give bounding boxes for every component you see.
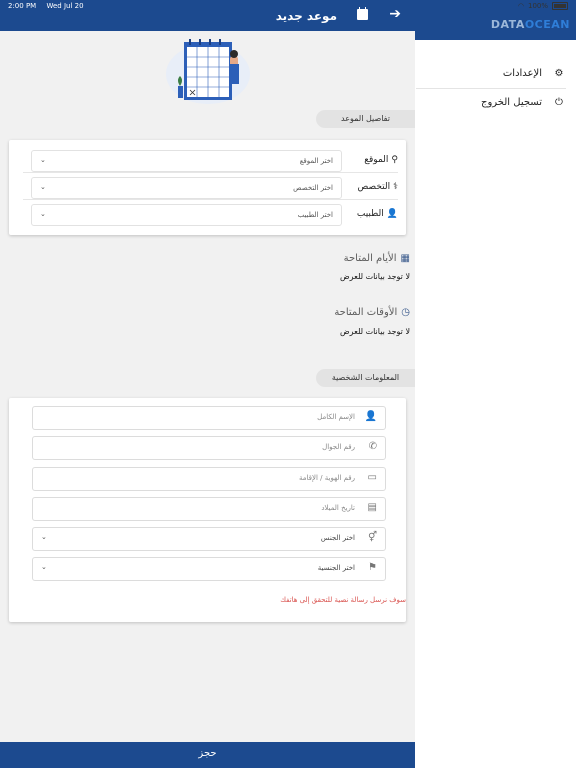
chevron-down-icon: ⌄ xyxy=(40,183,46,191)
menu-item-settings-label: الإعدادات xyxy=(502,67,542,79)
doctor-row xyxy=(23,202,398,226)
book-button[interactable] xyxy=(0,742,415,768)
appointment-details-tab: تفاصيل الموعد xyxy=(316,110,415,128)
status-time: 2:00 PM xyxy=(8,2,37,10)
specialty-label: التخصص xyxy=(357,182,391,192)
app-logo: DATAOCEAN xyxy=(490,18,570,31)
chevron-down-icon: ⌄ xyxy=(41,563,47,571)
menu-item-logout-label: تسجيل الخروج xyxy=(480,96,542,108)
gender-select[interactable]: ⚥ اختر الجنس ⌄ xyxy=(32,527,386,551)
stethoscope-icon: ⚕ xyxy=(393,182,398,192)
chevron-down-icon: ⌄ xyxy=(40,156,46,164)
person-icon: 👤 xyxy=(364,411,377,422)
doctor-label: الطبيب xyxy=(356,209,384,219)
specialty-select[interactable]: اختر التخصص ⌄ xyxy=(31,177,342,199)
location-label: الموقع xyxy=(364,155,389,165)
specialty-row xyxy=(23,175,398,200)
full-name-input[interactable]: 👤 الإسم الكامل xyxy=(32,406,386,430)
gear-icon: ⚙ xyxy=(554,67,564,79)
calendar-illustration xyxy=(162,38,254,106)
calendar-icon: ▦ xyxy=(400,253,410,264)
id-number-input[interactable]: ▭ رقم الهوية / الإقامة xyxy=(32,467,386,491)
mobile-input[interactable]: ✆ رقم الجوال xyxy=(32,436,386,460)
phone-icon: ✆ xyxy=(368,441,377,452)
personal-info-card xyxy=(9,398,406,622)
location-pin-icon: ⚲ xyxy=(391,155,398,165)
location-row xyxy=(23,148,398,173)
appointment-details-card xyxy=(9,140,406,235)
available-days-heading: ▦ الأيام المتاحة xyxy=(343,253,410,264)
doctor-icon: 👤 xyxy=(386,209,398,219)
power-icon: ⏻ xyxy=(555,96,563,108)
chevron-down-icon: ⌄ xyxy=(40,210,46,218)
menu-item-settings[interactable] xyxy=(416,60,566,86)
doctor-select[interactable]: اختر الطبيب ⌄ xyxy=(31,204,342,226)
status-date: Wed Jul 20 xyxy=(46,2,84,10)
birth-date-input[interactable]: ▤ تاريخ الميلاد xyxy=(32,497,386,521)
page-title: موعد جديد xyxy=(275,9,337,23)
available-times-heading: ◷ الأوقات المتاحة xyxy=(334,307,410,318)
nationality-select[interactable]: ⚑ اختر الجنسية ⌄ xyxy=(32,557,386,581)
id-card-icon: ▭ xyxy=(367,472,377,483)
battery-percent: 100% xyxy=(527,2,548,10)
available-times-empty: لا توجد بيانات للعرض xyxy=(340,327,410,336)
location-select[interactable]: اختر الموقع ⌄ xyxy=(31,150,342,172)
gender-icon: ⚥ xyxy=(367,532,377,543)
flag-icon: ⚑ xyxy=(368,562,377,573)
calendar-icon: ▤ xyxy=(367,502,377,513)
wifi-icon: ◠ xyxy=(517,2,524,10)
sms-verification-note: سوف نرسل رسالة نصية للتحقق إلى هاتفك xyxy=(280,596,406,604)
side-menu xyxy=(415,0,576,768)
personal-info-tab: المعلومات الشخصية xyxy=(316,369,415,387)
menu-item-logout[interactable] xyxy=(416,88,566,115)
chevron-down-icon: ⌄ xyxy=(41,533,47,541)
status-bar xyxy=(0,0,576,12)
battery-icon xyxy=(552,2,568,10)
back-arrow-icon[interactable]: ➔ xyxy=(389,6,401,22)
clock-icon: ◷ xyxy=(401,307,410,318)
available-days-empty: لا توجد بيانات للعرض xyxy=(340,272,410,281)
book-button-label: حجز xyxy=(198,748,217,759)
